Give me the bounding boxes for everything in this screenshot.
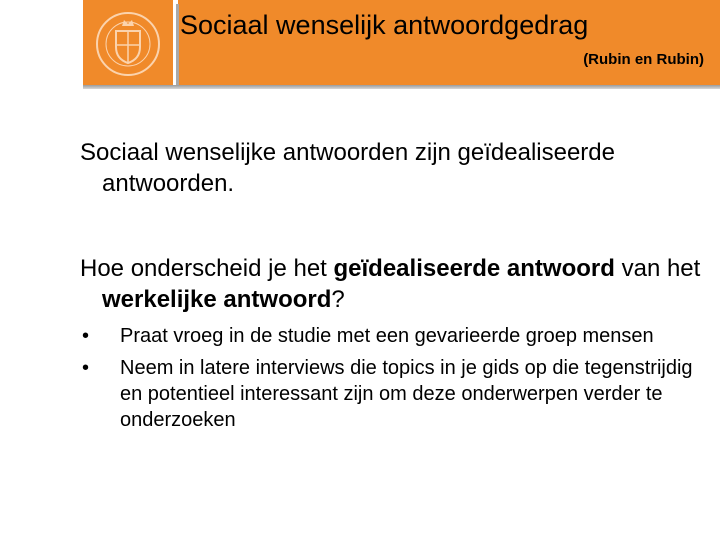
paragraph-definition: Sociaal wenselijke antwoorden zijn geïdealiseerde antwoorden. <box>80 139 615 197</box>
university-seal-icon <box>89 7 167 79</box>
bullet-item <box>80 323 700 349</box>
slide-title: Sociaal wenselijk antwoordgedrag <box>180 10 589 40</box>
paragraph-question <box>80 253 720 315</box>
header-shadow-horizontal <box>83 85 720 89</box>
bullet-text: Neem in latere interviews die topics in je gids op die tegenstrijdig en potentieel interessant zijn om deze onderwerpen verder te onderzoeken <box>120 357 693 431</box>
slide-subtitle: (Rubin en Rubin) <box>583 51 704 68</box>
question-text-1: Hoe onderscheid je het <box>80 255 334 282</box>
question-bold-idealized: geïdealiseerde antwoord <box>333 255 615 282</box>
bullet-item <box>80 355 700 433</box>
question-text-3: ? <box>331 286 345 313</box>
header-shadow-vertical <box>176 4 179 89</box>
question-text-2: van het <box>614 255 701 282</box>
bullet-text: Praat vroeg in de studie met een gevarieerde groep mensen <box>120 325 654 347</box>
question-bold-actual: werkelijke antwoord <box>102 286 332 313</box>
bullet-dot-icon: • <box>82 357 90 379</box>
bullet-list <box>80 323 700 439</box>
university-logo <box>83 0 173 85</box>
bullet-dot-icon: • <box>82 325 90 347</box>
